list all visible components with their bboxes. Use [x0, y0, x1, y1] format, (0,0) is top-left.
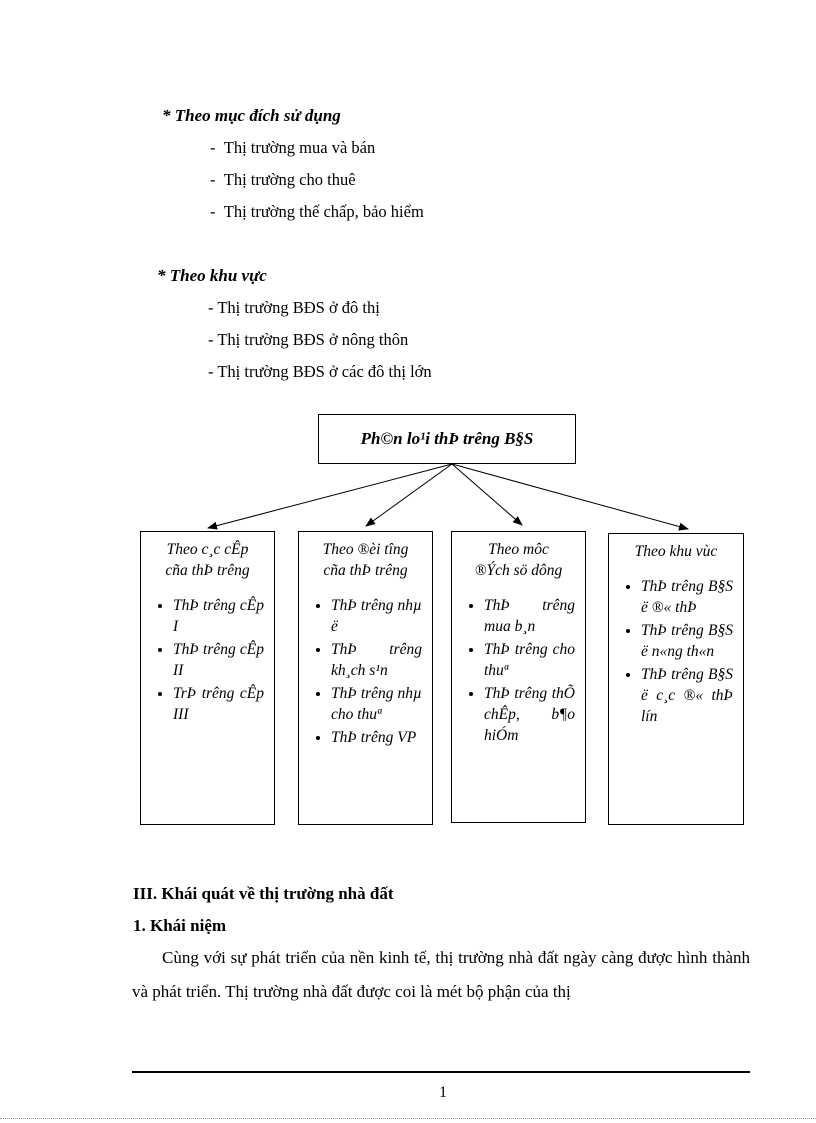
box-list-item: • ThÞ trêng kh¸ch s¹n: [331, 639, 422, 681]
box-list-item: • ThÞ trêng mua b¸n: [484, 595, 575, 637]
box-list-item: • TrÞ trêng cÊp III: [173, 683, 264, 725]
page-break-line: [0, 1118, 816, 1119]
box-list-item: • ThÞ trêng cho thuª: [484, 639, 575, 681]
box-list-item: • ThÞ trêng B§S ë n«ng th«n: [641, 620, 733, 662]
box-title-line: Theo ®èi tîng: [322, 541, 409, 558]
diagram-box-region: [608, 533, 744, 825]
region-item-3: - Thị trường BĐS ở các đô thị lớn: [208, 362, 432, 381]
diagram-root-box: [318, 414, 576, 464]
box-list-item: • ThÞ trêng cÊp I: [173, 595, 264, 637]
box-list-item: • ThÞ trêng cÊp II: [173, 639, 264, 681]
region-heading: * Theo khu vực: [157, 266, 267, 285]
usage-item-2: - Thị trường cho thuê: [210, 170, 356, 189]
sub-heading: 1. Khái niệm: [133, 916, 227, 935]
box-title-line: Theo môc: [488, 541, 549, 558]
usage-item-3: - Thị trường thế chấp, bảo hiểm: [210, 202, 424, 221]
region-item-1: - Thị trường BĐS ở đô thị: [208, 298, 380, 317]
box-title-line: cña thÞ trêng: [165, 562, 250, 579]
box-title-line: cña thÞ trêng: [323, 562, 408, 579]
diagram-root-label: Ph©n lo¹i thÞ trêng B§S: [360, 429, 534, 448]
diagram-box-levels: [140, 531, 275, 825]
box-list-item: • ThÞ trêng nhµ cho thuª: [331, 683, 422, 725]
body-paragraph: Cùng với sự phát triển của nền kinh tế, thị trường nhà đất ngày càng được hình thành và phát triển. Thị trường nhà đất được coi là mét bộ phận của thị: [132, 948, 750, 1001]
usage-item-1: - Thị trường mua và bán: [210, 138, 376, 157]
usage-heading: * Theo mục đích sử dụng: [162, 106, 341, 125]
box-list-item: • ThÞ trêng B§S ë ®« thÞ: [641, 576, 733, 618]
page-number: 1: [439, 1084, 447, 1101]
section-heading: III. Khái quát về thị trường nhà đất: [133, 884, 394, 903]
box-list-item: • ThÞ trêng thÕ chÊp, b¶o hiÓm: [484, 683, 575, 746]
region-item-2: - Thị trường BĐS ở nông thôn: [208, 330, 409, 349]
box-title-line: Theo khu vùc: [634, 543, 718, 560]
footer-rule: [132, 1071, 750, 1073]
box-list-item: • ThÞ trêng B§S ë c¸c ®« thÞ lín: [641, 664, 733, 727]
box-title-line: Theo c¸c cÊp: [166, 541, 249, 558]
box-title-line: ®Ých sö dông: [474, 562, 563, 579]
box-list-item: • ThÞ trêng nhµ ë: [331, 595, 422, 637]
box-list-item: • ThÞ trêng VP: [331, 727, 422, 748]
diagram-box-purpose: [451, 531, 586, 823]
diagram-box-objects: [298, 531, 433, 825]
